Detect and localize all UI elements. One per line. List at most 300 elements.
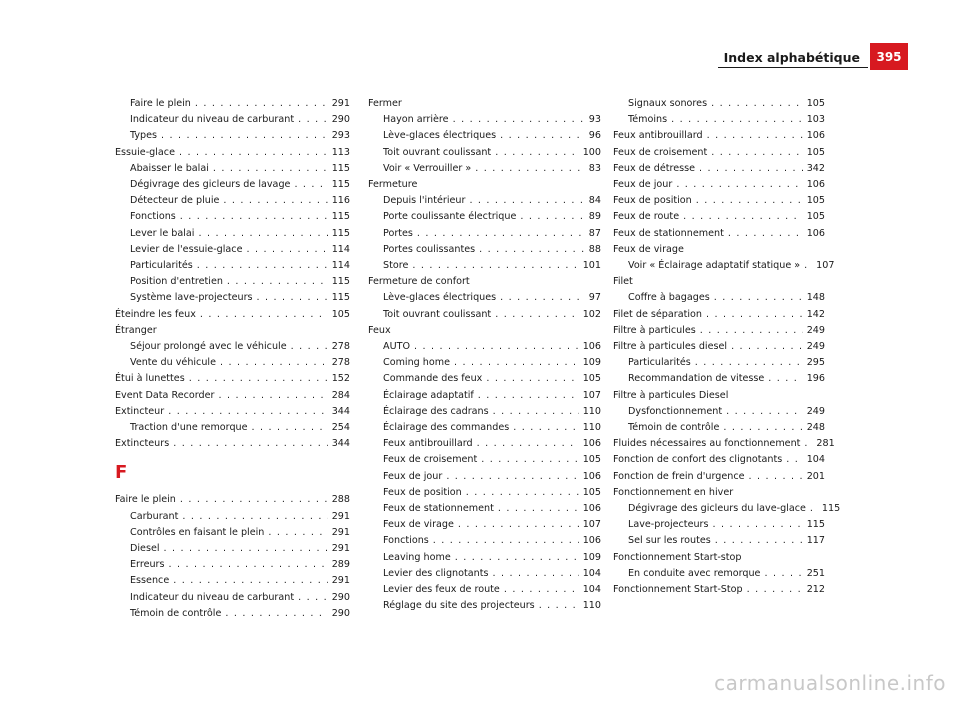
- index-subentry: [115, 509, 350, 525]
- dot-leader: [683, 209, 803, 225]
- index-subentry: [115, 128, 350, 144]
- entry-page-number: 110: [582, 405, 601, 417]
- index-subentry: [115, 606, 350, 622]
- index-subentry: [368, 161, 601, 177]
- entry-page-number: 290: [331, 607, 350, 619]
- entry-label: Lève-glaces électriques: [383, 292, 497, 304]
- entry-label: Filet de séparation: [613, 308, 702, 320]
- entry-page-number: 289: [331, 559, 350, 571]
- dot-leader: [695, 355, 803, 371]
- entry-page-number: 89: [588, 211, 601, 223]
- dot-leader: [707, 128, 803, 144]
- entry-page-number: 196: [806, 373, 825, 385]
- index-entry: [613, 145, 825, 161]
- entry-label: Feux de jour: [383, 470, 443, 482]
- entry-label: Store: [383, 260, 409, 272]
- entry-page-number: 115: [331, 276, 350, 288]
- dot-leader: [195, 96, 328, 112]
- entry-label: Éclairage adaptatif: [383, 389, 474, 401]
- index-subentry: [368, 566, 601, 582]
- index-subentry: [613, 355, 825, 371]
- index-subentry: [613, 112, 825, 128]
- entry-label: Particularités: [130, 260, 193, 272]
- entry-page-number: 83: [588, 162, 601, 174]
- entry-label: Fonctionnement Start-Stop: [613, 584, 743, 596]
- dot-leader: [500, 290, 585, 306]
- entry-page-number: 107: [582, 389, 601, 401]
- entry-label: Séjour prolongé avec le véhicule: [130, 341, 287, 353]
- dot-leader: [412, 258, 578, 274]
- dot-leader: [786, 452, 802, 468]
- index-subentry: [368, 226, 601, 242]
- entry-page-number: 106: [582, 503, 601, 515]
- entry-label: Feux de route: [613, 211, 680, 223]
- dot-leader: [246, 242, 327, 258]
- dot-leader: [180, 209, 328, 225]
- entry-label: En conduite avec remorque: [628, 567, 761, 579]
- entry-label: Essence: [130, 575, 170, 587]
- entry-page-number: 105: [582, 373, 601, 385]
- entry-label: Fonction de frein d'urgence: [613, 470, 745, 482]
- dot-leader: [161, 128, 328, 144]
- dot-leader: [453, 112, 585, 128]
- index-entry: [613, 388, 825, 404]
- index-subentry: [115, 573, 350, 589]
- entry-label: Détecteur de pluie: [130, 195, 220, 207]
- entry-page-number: 288: [331, 494, 350, 506]
- dot-leader: [492, 566, 578, 582]
- dot-leader: [696, 193, 803, 209]
- index-subentry: [115, 242, 350, 258]
- entry-label: Recommandation de vitesse: [628, 373, 765, 385]
- dot-leader: [218, 388, 327, 404]
- entry-label: Voir « Verrouiller »: [383, 162, 472, 174]
- entry-label: Feux de position: [383, 486, 462, 498]
- entry-page-number: 106: [582, 341, 601, 353]
- entry-label: Feux: [368, 324, 391, 336]
- entry-label: Témoin de contrôle: [130, 607, 222, 619]
- entry-page-number: 114: [331, 243, 350, 255]
- index-subentry: [368, 533, 601, 549]
- index-entry: [613, 307, 825, 323]
- entry-page-number: 88: [588, 243, 601, 255]
- index-entry: [613, 582, 825, 598]
- index-subentry: [115, 112, 350, 128]
- entry-label: Feux de croisement: [383, 454, 478, 466]
- dot-leader: [723, 420, 802, 436]
- index-entry: [368, 177, 601, 193]
- entry-label: Éclairage des commandes: [383, 422, 510, 434]
- index-entry: [613, 452, 825, 468]
- index-subentry: [368, 112, 601, 128]
- entry-page-number: 106: [582, 470, 601, 482]
- entry-label: Faire le plein: [115, 494, 176, 506]
- dot-leader: [495, 145, 578, 161]
- entry-page-number: 109: [582, 551, 601, 563]
- entry-label: Diesel: [130, 543, 160, 555]
- entry-label: Feux de position: [613, 195, 692, 207]
- index-entry: [115, 388, 350, 404]
- dot-leader: [715, 533, 803, 549]
- entry-page-number: 105: [806, 195, 825, 207]
- entry-page-number: 291: [331, 510, 350, 522]
- entry-label: Contrôles en faisant le plein: [130, 526, 265, 538]
- dot-leader: [498, 501, 579, 517]
- entry-page-number: 293: [331, 130, 350, 142]
- entry-page-number: 249: [806, 324, 825, 336]
- entry-label: Fonction de confort des clignotants: [613, 454, 783, 466]
- index-subentry: [115, 525, 350, 541]
- dot-leader: [810, 501, 818, 517]
- entry-page-number: 84: [588, 195, 601, 207]
- index-subentry: [115, 541, 350, 557]
- dot-leader: [169, 557, 328, 573]
- entry-page-number: 284: [331, 389, 350, 401]
- dot-leader: [179, 145, 328, 161]
- entry-page-number: 104: [582, 567, 601, 579]
- entry-label: Dégivrage des gicleurs de lavage: [130, 179, 291, 191]
- entry-page-number: 248: [806, 422, 825, 434]
- running-header-title: Index alphabétique: [723, 50, 860, 65]
- entry-page-number: 97: [588, 292, 601, 304]
- index-entry: [115, 307, 350, 323]
- index-subentry: [368, 436, 601, 452]
- entry-page-number: 107: [816, 260, 835, 272]
- entry-label: Réglage du site des projecteurs: [383, 600, 535, 612]
- index-subentry: [368, 452, 601, 468]
- entry-page-number: 106: [582, 535, 601, 547]
- dot-leader: [676, 177, 802, 193]
- entry-label: Levier des clignotants: [383, 567, 489, 579]
- entry-label: Système lave-projecteurs: [130, 292, 253, 304]
- entry-label: Hayon arrière: [383, 114, 449, 126]
- entry-page-number: 105: [582, 486, 601, 498]
- dot-leader: [252, 420, 328, 436]
- dot-leader: [495, 307, 578, 323]
- entry-label: Feux de virage: [383, 519, 454, 531]
- index-column-3: [613, 96, 841, 598]
- entry-page-number: 106: [806, 130, 825, 142]
- entry-page-number: 115: [821, 503, 841, 515]
- entry-page-number: 342: [806, 162, 825, 174]
- dot-leader: [173, 436, 327, 452]
- entry-label: Position d'entretien: [130, 276, 223, 288]
- entry-page-number: 344: [331, 438, 350, 450]
- dot-leader: [180, 492, 328, 508]
- entry-label: Dysfonctionnement: [628, 405, 723, 417]
- entry-page-number: 115: [331, 227, 350, 239]
- entry-label: Éclairage des cadrans: [383, 405, 489, 417]
- index-column-1: [115, 96, 350, 622]
- entry-page-number: 115: [331, 179, 350, 191]
- index-subentry: [368, 404, 601, 420]
- dot-leader: [433, 533, 579, 549]
- index-subentry: [115, 177, 350, 193]
- entry-page-number: 201: [806, 470, 825, 482]
- entry-label: Fluides nécessaires au fonctionnement: [613, 438, 801, 450]
- index-entry: [115, 436, 350, 452]
- entry-label: Portes coulissantes: [383, 243, 476, 255]
- entry-page-number: 114: [331, 260, 350, 272]
- entry-label: Coming home: [383, 357, 450, 369]
- index-subentry: [368, 517, 601, 533]
- entry-label: AUTO: [383, 341, 410, 353]
- dot-leader: [500, 128, 585, 144]
- index-subentry: [368, 420, 601, 436]
- entry-page-number: 290: [331, 114, 350, 126]
- entry-page-number: 107: [582, 519, 601, 531]
- entry-page-number: 106: [582, 438, 601, 450]
- entry-label: Event Data Recorder: [115, 389, 215, 401]
- index-subentry: [115, 355, 350, 371]
- index-entry: [613, 161, 825, 177]
- entry-label: Filet: [613, 276, 633, 288]
- entry-label: Lever le balai: [130, 227, 195, 239]
- entry-label: Feux de stationnement: [613, 227, 724, 239]
- dot-leader: [699, 161, 803, 177]
- entry-label: Fonctions: [383, 535, 429, 547]
- dot-leader: [539, 598, 579, 614]
- dot-leader: [182, 509, 327, 525]
- entry-page-number: 278: [331, 357, 350, 369]
- dot-leader: [764, 566, 802, 582]
- index-subentry: [115, 420, 350, 436]
- entry-label: Essuie-glace: [115, 146, 175, 158]
- dot-leader: [475, 161, 585, 177]
- index-subentry: [613, 533, 825, 549]
- entry-label: Coffre à bagages: [628, 292, 710, 304]
- dot-leader: [478, 388, 579, 404]
- dot-leader: [726, 404, 803, 420]
- index-subentry: [115, 590, 350, 606]
- entry-page-number: 105: [806, 98, 825, 109]
- entry-label: Étranger: [115, 324, 157, 336]
- index-subentry: [115, 96, 350, 112]
- entry-label: Extincteurs: [115, 438, 170, 450]
- index-subentry: [115, 557, 350, 573]
- entry-label: Levier des feux de route: [383, 584, 500, 596]
- index-subentry: [368, 290, 601, 306]
- dot-leader: [768, 371, 802, 387]
- dot-leader: [466, 485, 579, 501]
- entry-page-number: 115: [331, 162, 350, 174]
- entry-label: Feux antibrouillard: [383, 438, 473, 450]
- index-subentry: [368, 307, 601, 323]
- index-subentry: [368, 193, 601, 209]
- dot-leader: [446, 469, 578, 485]
- entry-label: Feux de croisement: [613, 146, 708, 158]
- entry-page-number: 152: [331, 373, 350, 385]
- entry-label: Fermeture: [368, 179, 418, 191]
- entry-page-number: 254: [331, 422, 350, 434]
- entry-label: Extincteur: [115, 405, 165, 417]
- index-subentry: [613, 96, 825, 112]
- dot-leader: [213, 161, 328, 177]
- entry-label: Dégivrage des gicleurs du lave-glace: [628, 503, 806, 515]
- index-subentry: [613, 501, 841, 517]
- entry-page-number: 115: [806, 519, 825, 531]
- entry-page-number: 106: [806, 227, 825, 239]
- entry-label: Voir « Éclairage adaptatif statique »: [628, 260, 801, 272]
- index-entry: [115, 492, 350, 508]
- index-subentry: [368, 242, 601, 258]
- index-entry: [368, 323, 601, 339]
- dot-leader: [225, 606, 327, 622]
- entry-page-number: 93: [588, 114, 601, 126]
- dot-leader: [173, 573, 327, 589]
- entry-page-number: 291: [331, 575, 350, 587]
- entry-label: Fonctionnement Start-stop: [613, 551, 742, 563]
- dot-leader: [455, 550, 579, 566]
- dot-leader: [454, 355, 579, 371]
- index-subentry: [613, 566, 825, 582]
- dot-leader: [189, 371, 328, 387]
- entry-label: Témoin de contrôle: [628, 422, 720, 434]
- entry-label: Signaux sonores: [628, 98, 708, 109]
- index-subentry: [613, 258, 835, 274]
- index-entry: [368, 96, 601, 112]
- dot-leader: [749, 469, 803, 485]
- dot-leader: [417, 226, 585, 242]
- entry-page-number: 101: [582, 260, 601, 272]
- index-subentry: [115, 290, 350, 306]
- entry-page-number: 212: [806, 584, 825, 596]
- index-subentry: [368, 258, 601, 274]
- dot-leader: [731, 339, 803, 355]
- dot-leader: [469, 193, 584, 209]
- index-entry: [613, 469, 825, 485]
- entry-label: Indicateur du niveau de carburant: [130, 114, 295, 126]
- dot-leader: [804, 258, 812, 274]
- index-entry: [613, 339, 825, 355]
- index-entry: [613, 242, 825, 258]
- entry-label: Filtre à particules diesel: [613, 341, 728, 353]
- index-subentry: [613, 517, 825, 533]
- entry-page-number: 148: [806, 292, 825, 304]
- index-subentry: [368, 128, 601, 144]
- index-entry: [115, 323, 350, 339]
- dot-leader: [200, 307, 328, 323]
- entry-page-number: 104: [582, 584, 601, 596]
- dot-leader: [711, 96, 803, 112]
- dot-leader: [458, 517, 579, 533]
- dot-leader: [481, 452, 578, 468]
- dot-leader: [298, 112, 328, 128]
- dot-leader: [504, 582, 579, 598]
- index-entry: [613, 128, 825, 144]
- dot-leader: [168, 404, 327, 420]
- index-entry: [613, 177, 825, 193]
- index-subentry: [115, 226, 350, 242]
- entry-page-number: 96: [588, 130, 601, 142]
- entry-label: Fonctionnement en hiver: [613, 486, 734, 498]
- entry-page-number: 100: [582, 146, 601, 158]
- dot-leader: [198, 226, 327, 242]
- entry-label: Filtre à particules Diesel: [613, 389, 729, 401]
- dot-leader: [671, 112, 803, 128]
- entry-label: Levier de l'essuie-glace: [130, 243, 243, 255]
- entry-page-number: 105: [806, 146, 825, 158]
- index-subentry: [115, 258, 350, 274]
- index-subentry: [613, 290, 825, 306]
- entry-label: Feux de détresse: [613, 162, 696, 174]
- index-subentry: [368, 371, 601, 387]
- entry-label: Depuis l'intérieur: [383, 195, 466, 207]
- index-subentry: [368, 388, 601, 404]
- index-subentry: [368, 550, 601, 566]
- index-entry: [115, 371, 350, 387]
- entry-page-number: 110: [582, 600, 601, 612]
- entry-page-number: 291: [331, 543, 350, 555]
- dot-leader: [713, 517, 803, 533]
- dot-leader: [728, 226, 803, 242]
- entry-page-number: 281: [816, 438, 835, 450]
- entry-page-number: 291: [331, 98, 350, 109]
- entry-page-number: 249: [806, 405, 825, 417]
- entry-page-number: 291: [331, 526, 350, 538]
- entry-label: Portes: [383, 227, 413, 239]
- entry-page-number: 116: [331, 195, 350, 207]
- index-entry: [613, 323, 825, 339]
- entry-label: Indicateur du niveau de carburant: [130, 591, 295, 603]
- entry-page-number: 105: [331, 308, 350, 320]
- entry-label: Fermer: [368, 98, 402, 109]
- entry-label: Feux de jour: [613, 179, 673, 191]
- entry-label: Éteindre les feux: [115, 308, 196, 320]
- dot-leader: [298, 590, 328, 606]
- entry-page-number: 105: [806, 211, 825, 223]
- index-subentry: [368, 469, 601, 485]
- entry-page-number: 104: [806, 454, 825, 466]
- index-subentry: [368, 598, 601, 614]
- dot-leader: [291, 339, 328, 355]
- entry-page-number: 113: [331, 146, 350, 158]
- entry-label: Feux de stationnement: [383, 503, 494, 515]
- dot-leader: [220, 355, 328, 371]
- entry-label: Feux de virage: [613, 243, 684, 255]
- entry-page-number: 142: [806, 308, 825, 320]
- entry-label: Fermeture de confort: [368, 276, 470, 288]
- index-entry: [613, 209, 825, 225]
- index-subentry: [368, 501, 601, 517]
- entry-page-number: 87: [588, 227, 601, 239]
- entry-label: Traction d'une remorque: [130, 422, 248, 434]
- entry-label: Faire le plein: [130, 98, 191, 109]
- index-entry: [613, 193, 825, 209]
- entry-label: Lave-projecteurs: [628, 519, 709, 531]
- entry-label: Porte coulissante électrique: [383, 211, 517, 223]
- entry-label: Commande des feux: [383, 373, 483, 385]
- dot-leader: [197, 258, 328, 274]
- index-column-2: [368, 96, 601, 615]
- entry-page-number: 344: [331, 405, 350, 417]
- dot-leader: [804, 436, 812, 452]
- entry-page-number: 295: [806, 357, 825, 369]
- entry-page-number: 103: [806, 114, 825, 126]
- index-subentry: [613, 404, 825, 420]
- entry-label: Toit ouvrant coulissant: [383, 146, 492, 158]
- entry-label: Leaving home: [383, 551, 451, 563]
- entry-label: Étui à lunettes: [115, 373, 185, 385]
- section-letter: F: [115, 462, 128, 484]
- entry-label: Erreurs: [130, 559, 165, 571]
- index-subentry: [368, 355, 601, 371]
- index-entry: [613, 436, 835, 452]
- entry-page-number: 249: [806, 341, 825, 353]
- index-subentry: [115, 193, 350, 209]
- entry-label: Témoins: [628, 114, 668, 126]
- index-subentry: [368, 582, 601, 598]
